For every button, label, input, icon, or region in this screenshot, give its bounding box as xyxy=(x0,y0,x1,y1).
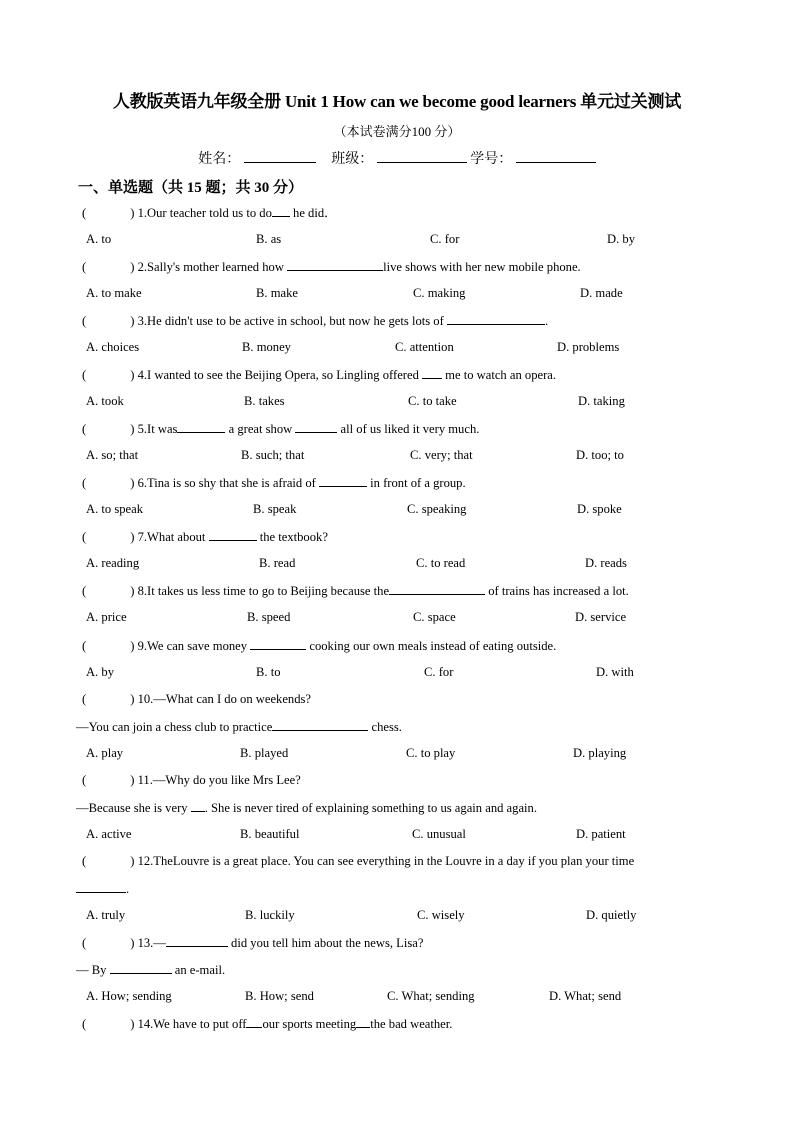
option-d[interactable]: D. playing xyxy=(573,746,627,760)
question-10: ( ) 10.—What can I do on weekends? xyxy=(82,692,312,706)
option-a[interactable]: A. to xyxy=(86,232,112,246)
class-blank[interactable] xyxy=(377,149,467,163)
question-6: ( ) 6.Tina is so shy that she is afraid of in front of a group. xyxy=(82,476,466,490)
option-d[interactable]: D. patient xyxy=(576,827,626,841)
option-d[interactable]: D. problems xyxy=(557,340,620,354)
option-c[interactable]: C. attention xyxy=(395,340,454,354)
option-c[interactable]: C. to play xyxy=(406,746,456,760)
question-1-stem: 1.Our teacher told us to do xyxy=(137,206,272,220)
option-a[interactable]: A. active xyxy=(86,827,132,841)
question-4: ( ) 4.I wanted to see the Beijing Opera, so Lingling offered me to watch an opera. xyxy=(82,368,557,382)
answer-blank xyxy=(389,582,485,595)
question-12: ( ) 12.TheLouvre is a great place. You can see everything in the Louvre in a day if you plan your time xyxy=(82,854,635,868)
answer-blank xyxy=(246,1015,262,1028)
question-1: ( ) 1.Our teacher told us to do he did． xyxy=(82,206,337,220)
score-note: （本试卷满分100 分） xyxy=(333,124,461,139)
option-d[interactable]: D. taking xyxy=(578,394,625,408)
question-13: ( ) 13.— did you tell him about the news, Lisa? xyxy=(82,936,424,950)
number-blank[interactable] xyxy=(516,149,596,163)
option-d[interactable]: D. What; send xyxy=(549,989,622,1003)
option-b[interactable]: B. as xyxy=(256,232,282,246)
option-c[interactable]: C. to take xyxy=(408,394,457,408)
option-a[interactable]: A. play xyxy=(86,746,124,760)
answer-blank xyxy=(166,934,228,947)
name-label: 姓名： xyxy=(198,152,241,167)
page-title: 人教版英语九年级全册 Unit 1 How can we become good learners 单元过关测试 xyxy=(112,92,682,111)
option-a[interactable]: A. truly xyxy=(86,908,126,922)
option-a[interactable]: A. to speak xyxy=(86,502,144,516)
option-b[interactable]: B. money xyxy=(242,340,291,354)
option-b[interactable]: B. speak xyxy=(253,502,297,516)
answer-blank xyxy=(422,366,442,379)
answer-blank xyxy=(191,799,205,812)
option-c[interactable]: C. unusual xyxy=(412,827,466,841)
option-a[interactable]: A. took xyxy=(86,394,124,408)
option-d[interactable]: D. made xyxy=(580,286,623,300)
option-d[interactable]: D. spoke xyxy=(577,502,622,516)
option-d[interactable]: D. service xyxy=(575,610,627,624)
option-b[interactable]: B. How; send xyxy=(245,989,314,1003)
option-d[interactable]: D. reads xyxy=(585,556,627,570)
option-d[interactable]: D. with xyxy=(596,665,634,679)
option-c[interactable]: C. space xyxy=(413,610,456,624)
option-c[interactable]: C. for xyxy=(430,232,460,246)
question-11: ( ) 11.—Why do you like Mrs Lee? xyxy=(82,773,301,787)
number-label: 学号： xyxy=(470,152,513,167)
option-d[interactable]: D. by xyxy=(607,232,635,246)
answer-blank xyxy=(250,637,306,650)
answer-blank xyxy=(356,1015,370,1028)
option-a[interactable]: A. to make xyxy=(86,286,142,300)
answer-blank xyxy=(447,312,545,325)
option-d[interactable]: D. quietly xyxy=(586,908,637,922)
option-b[interactable]: B. speed xyxy=(247,610,291,624)
option-b[interactable]: B. played xyxy=(240,746,289,760)
option-c[interactable]: C. wisely xyxy=(417,908,465,922)
answer-blank xyxy=(272,718,368,731)
option-b[interactable]: B. make xyxy=(256,286,298,300)
answer-blank xyxy=(177,420,225,433)
option-a[interactable]: A. price xyxy=(86,610,127,624)
option-c[interactable]: C. very; that xyxy=(410,448,473,462)
option-b[interactable]: B. luckily xyxy=(245,908,295,922)
question-9: ( ) 9.We can save money cooking our own meals instead of eating outside. xyxy=(82,639,557,653)
class-label: 班级： xyxy=(331,152,374,167)
question-10-response: —You can join a chess club to practice chess. xyxy=(76,720,402,734)
answer-blank xyxy=(76,880,126,893)
answer-blank xyxy=(287,258,383,271)
answer-blank xyxy=(272,204,290,217)
option-c[interactable]: C. for xyxy=(424,665,454,679)
question-3: ( ) 3.He didn't use to be active in school, but now he gets lots of . xyxy=(82,314,549,328)
question-8: ( ) 8.It takes us less time to go to Beijing because the of trains has increased a lot. xyxy=(82,584,629,598)
option-a[interactable]: A. How; sending xyxy=(86,989,172,1003)
question-2: ( ) 2.Sally's mother learned how live shows with her new mobile phone. xyxy=(82,260,581,274)
option-c[interactable]: C. What; sending xyxy=(387,989,475,1003)
question-5: ( ) 5.It was a great show all of us liked it very much. xyxy=(82,422,480,436)
name-blank[interactable] xyxy=(244,149,316,163)
option-b[interactable]: B. read xyxy=(259,556,296,570)
option-d[interactable]: D. too; to xyxy=(576,448,624,462)
question-14: ( ) 14.We have to put off our sports meeting the bad weather. xyxy=(82,1017,453,1031)
student-info-row xyxy=(0,148,794,168)
answer-blank xyxy=(209,528,257,541)
option-b[interactable]: B. to xyxy=(256,665,281,679)
answer-blank xyxy=(319,474,367,487)
question-12-continued: . xyxy=(76,880,129,897)
option-b[interactable]: B. takes xyxy=(244,394,285,408)
section-heading: 一、单选题（共 15 题；共 30 分） xyxy=(78,180,304,196)
option-c[interactable]: C. speaking xyxy=(407,502,467,516)
option-a[interactable]: A. choices xyxy=(86,340,140,354)
question-7: ( ) 7.What about the textbook? xyxy=(82,530,328,544)
option-a[interactable]: A. so; that xyxy=(86,448,139,462)
option-b[interactable]: B. beautiful xyxy=(240,827,300,841)
question-11-response: —Because she is very . She is never tired of explaining something to us again and again. xyxy=(76,801,537,815)
option-c[interactable]: C. making xyxy=(413,286,466,300)
option-a[interactable]: A. by xyxy=(86,665,114,679)
question-13-response: — By an e-mail. xyxy=(76,963,226,977)
answer-blank xyxy=(295,420,337,433)
option-c[interactable]: C. to read xyxy=(416,556,466,570)
option-b[interactable]: B. such; that xyxy=(241,448,305,462)
option-a[interactable]: A. reading xyxy=(86,556,140,570)
answer-blank xyxy=(110,961,172,974)
